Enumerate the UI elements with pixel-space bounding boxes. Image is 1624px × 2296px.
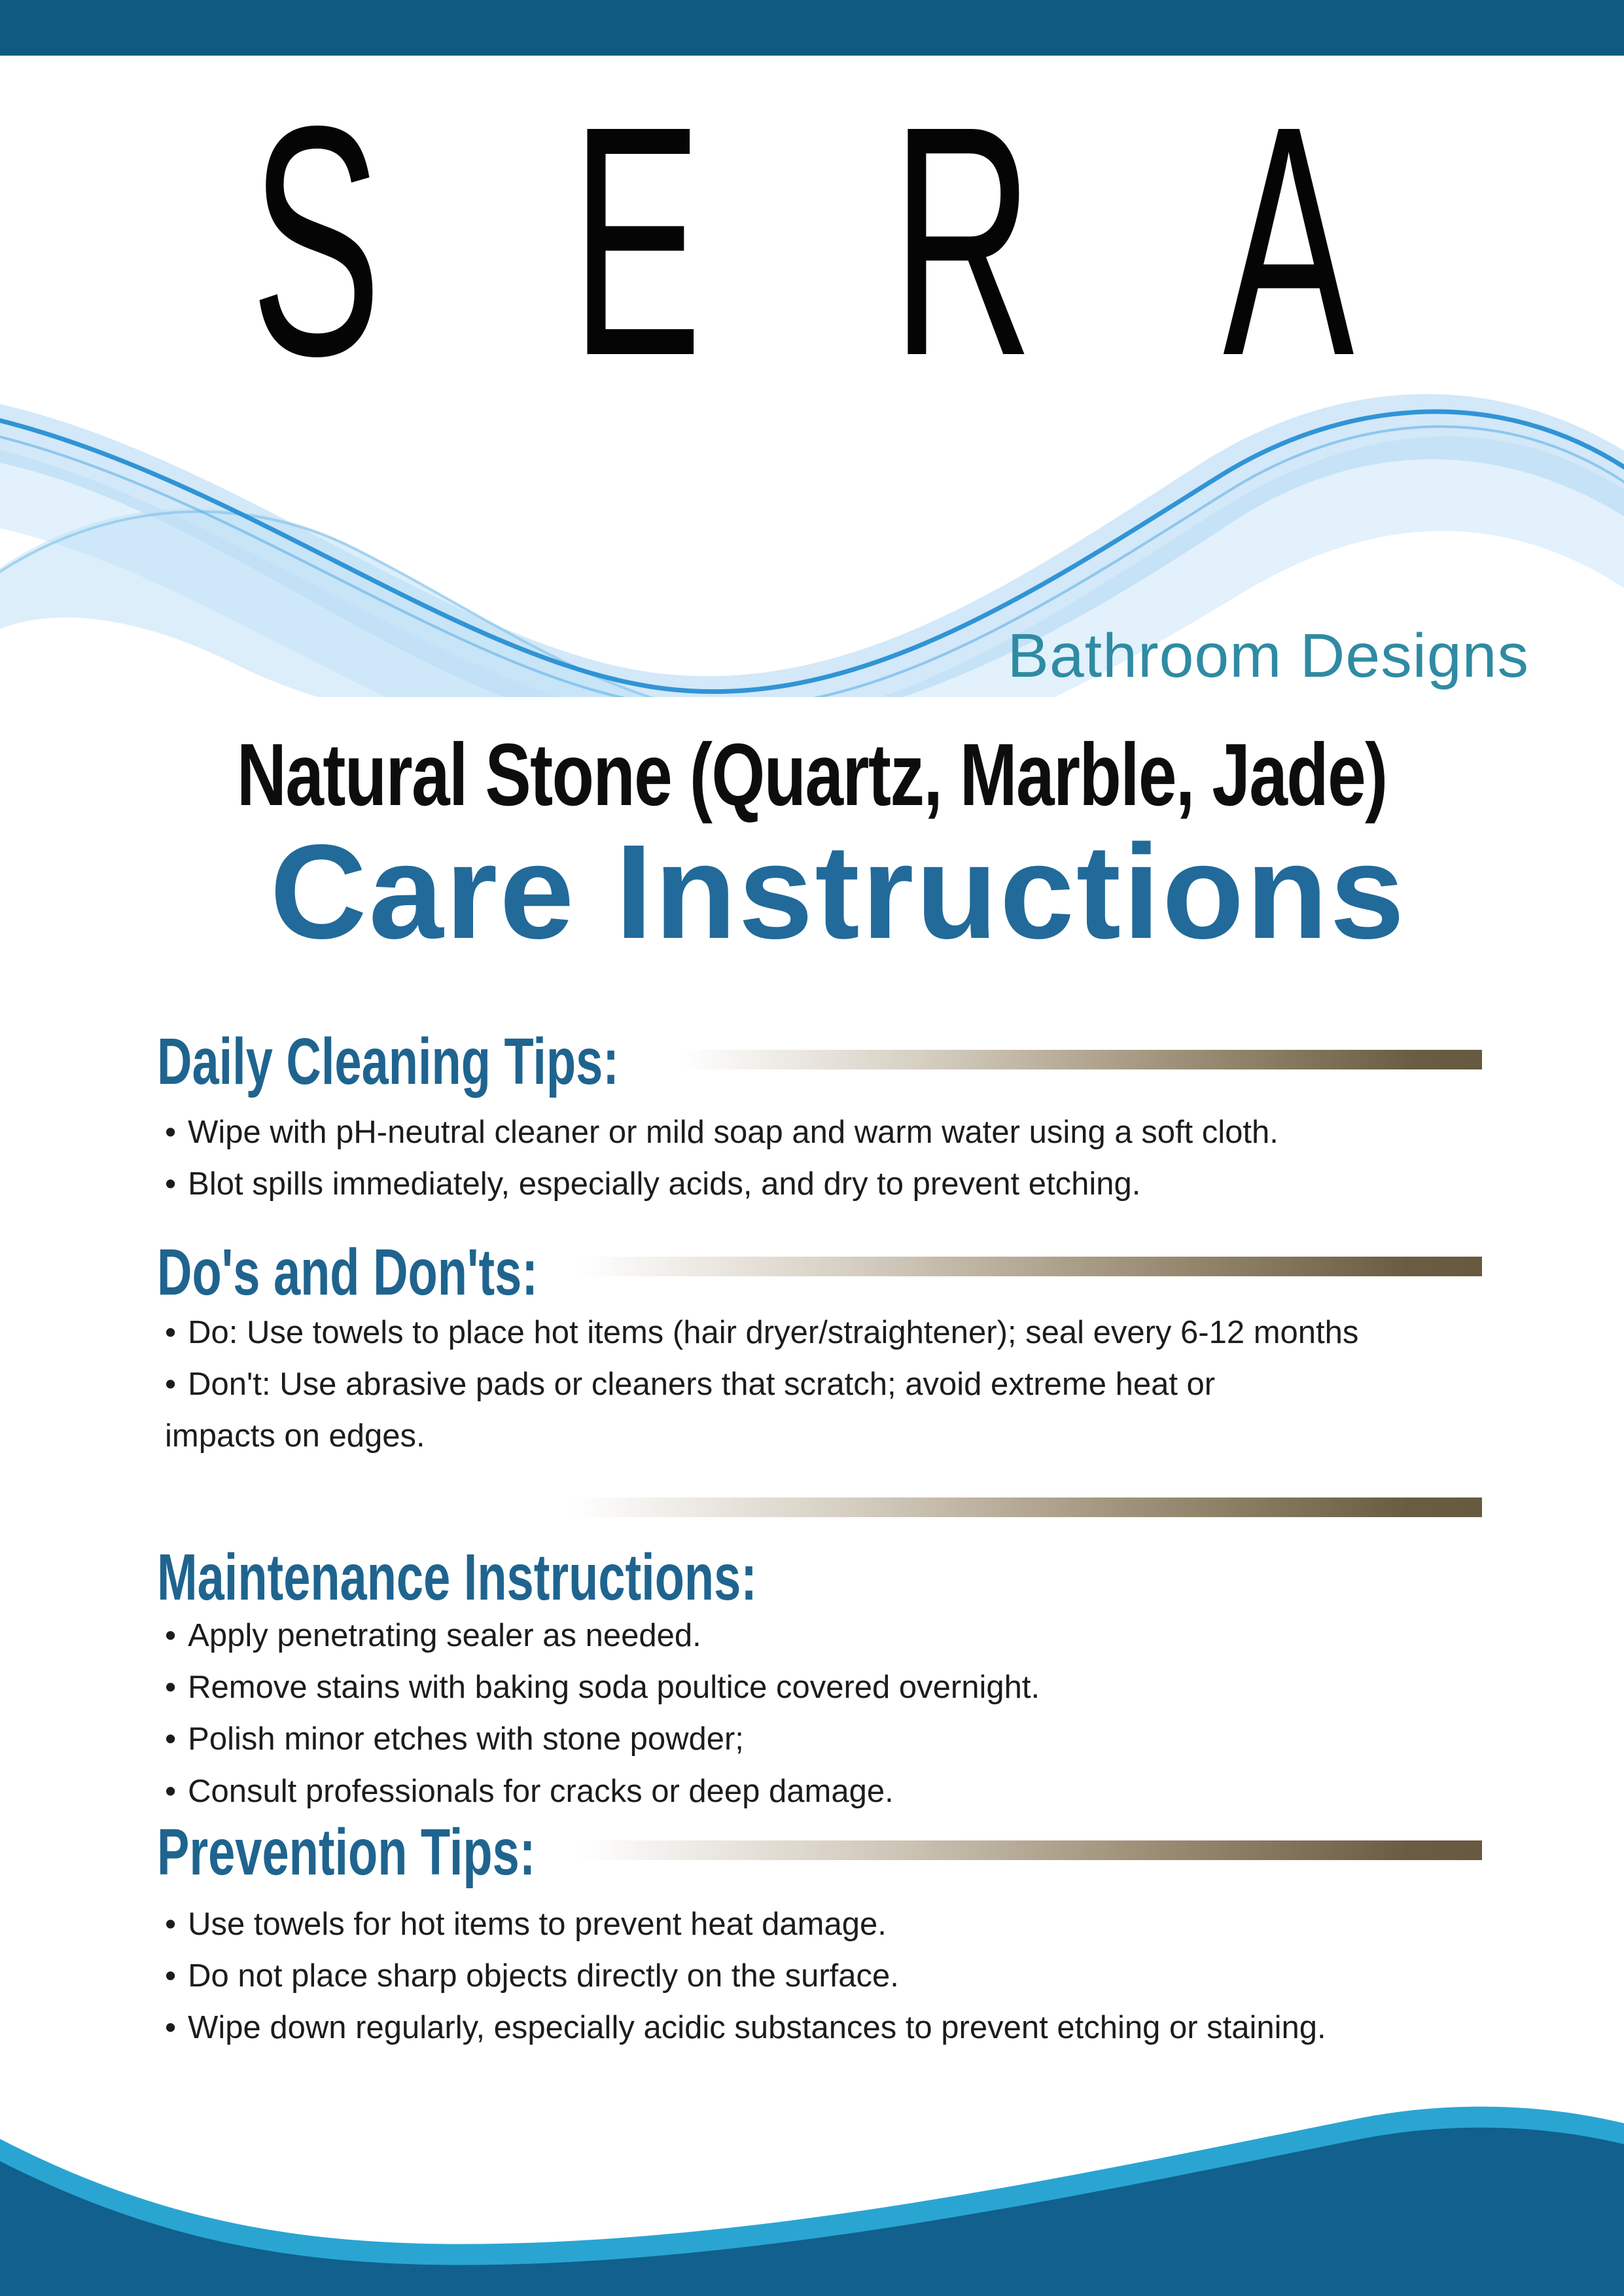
- bullet-item: • Consult professionals for cracks or deep damage.: [165, 1774, 894, 1809]
- brand-tagline: Bathroom Designs: [1007, 621, 1529, 691]
- footer-wave-dark: [0, 2128, 1624, 2296]
- brand-logo: SERA: [251, 58, 1544, 423]
- bullet-item: • Remove stains with baking soda poultice covered overnight.: [165, 1670, 1040, 1705]
- section-heading-maintenance: Maintenance Instructions:: [157, 1541, 757, 1614]
- section-divider-bar: [573, 1498, 1482, 1517]
- bullet-dot: •: [165, 2010, 177, 2045]
- section-divider-bar: [579, 1257, 1482, 1276]
- bullet-dot: •: [165, 1315, 177, 1350]
- footer-wave-graphic: [0, 2055, 1624, 2296]
- bullet-item: • Apply penetrating sealer as needed.: [165, 1618, 701, 1653]
- section-divider-bar: [680, 1050, 1482, 1069]
- bullet-item: • Wipe with pH-neutral cleaner or mild soap and warm water using a soft cloth.: [165, 1115, 1279, 1150]
- section-heading-daily-cleaning: Daily Cleaning Tips:: [157, 1025, 619, 1098]
- section-heading-prevention: Prevention Tips:: [157, 1816, 536, 1889]
- bullet-item-continuation: impacts on edges.: [165, 1418, 425, 1454]
- bullet-dot: •: [165, 1907, 177, 1942]
- bullet-dot: •: [165, 1115, 177, 1150]
- page-title: Care Instructions: [270, 817, 1407, 967]
- bullet-item: • Wipe down regularly, especially acidic substances to prevent etching or staining.: [165, 2010, 1326, 2045]
- bullet-item: • Don't: Use abrasive pads or cleaners that scratch; avoid extreme heat or: [165, 1367, 1216, 1402]
- bullet-item: • Do not place sharp objects directly on the surface.: [165, 1958, 899, 1994]
- bullet-dot: •: [165, 1166, 177, 1202]
- page-subtitle: [0, 724, 1624, 825]
- bullet-item: • Blot spills immediately, especially acids, and dry to prevent etching.: [165, 1166, 1141, 1202]
- top-accent-bar: [0, 0, 1624, 56]
- bullet-dot: •: [165, 1670, 177, 1705]
- bullet-dot: •: [165, 1367, 177, 1402]
- bullet-item: • Use towels for hot items to prevent heat damage.: [165, 1907, 887, 1942]
- bullet-dot: •: [165, 1721, 177, 1757]
- section-heading-dos-donts: Do's and Don'ts:: [157, 1236, 538, 1309]
- bullet-item: • Do: Use towels to place hot items (hair dryer/straightener); seal every 6-12 months: [165, 1315, 1359, 1350]
- bullet-item: • Polish minor etches with stone powder;: [165, 1721, 744, 1757]
- section-divider-bar: [579, 1840, 1482, 1860]
- bullet-dot: •: [165, 1774, 177, 1809]
- bullet-dot: •: [165, 1958, 177, 1994]
- bullet-dot: •: [165, 1618, 177, 1653]
- page-subtitle-text: Natural Stone (Quartz, Marble, Jade): [237, 725, 1387, 824]
